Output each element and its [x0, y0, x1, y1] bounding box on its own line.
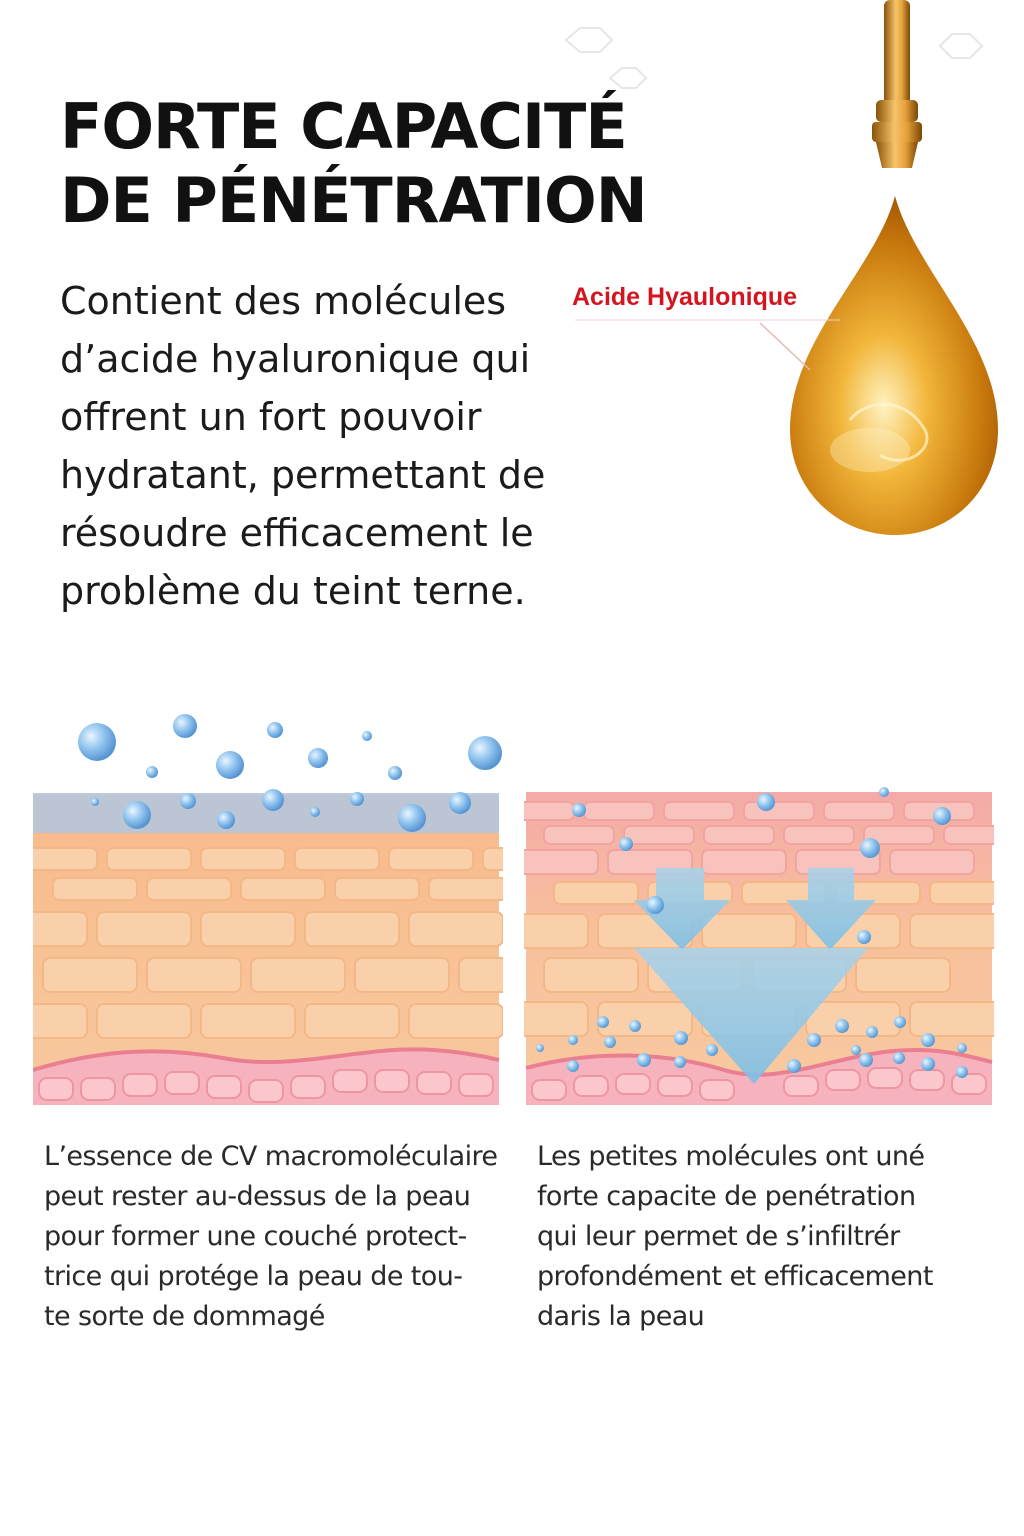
caption-line: L’essence de CV macromoléculaire — [44, 1141, 498, 1172]
intro-paragraph — [60, 272, 580, 620]
caption-line: pour former une couché protect- — [44, 1221, 467, 1252]
caption-line: qui leur permet de s’infiltrér — [537, 1221, 900, 1252]
caption-line: te sorte de dommagé — [44, 1301, 325, 1332]
caption-surface — [44, 1137, 514, 1337]
caption-line: Les petites molécules ont uné — [537, 1141, 925, 1172]
title-line-1: FORTE CAPACITÉ — [60, 90, 627, 163]
intro-line: hydratant, permettant de — [60, 453, 546, 497]
intro-line: offrent un fort pouvoir — [60, 395, 482, 439]
caption-line: daris la peau — [537, 1301, 705, 1332]
intro-line: d’acide hyaluronique qui — [60, 337, 531, 381]
caption-line: profondément et efficacement — [537, 1261, 933, 1292]
drop-label: Acide Hyaulonique — [572, 283, 798, 311]
intro-line: problème du teint terne. — [60, 569, 526, 613]
caption-penetration — [537, 1137, 1007, 1337]
serum-drop-icon — [790, 196, 998, 535]
caption-line: trice qui protége la peau de tou- — [44, 1261, 463, 1292]
dropper-icon — [872, 0, 922, 168]
title-line-2: DE PÉNÉTRATION — [60, 164, 647, 237]
hexagon-pattern-icon — [566, 28, 982, 88]
intro-line: résoudre efficacement le — [60, 511, 534, 555]
intro-line: Contient des molécules — [60, 279, 507, 323]
page-title — [60, 90, 700, 238]
skin-diagram-surface — [33, 700, 503, 1105]
caption-line: forte capacite de penétration — [537, 1181, 916, 1212]
caption-line: peut rester au-dessus de la peau — [44, 1181, 471, 1212]
skin-diagram-penetration — [524, 700, 994, 1105]
label-leader-line — [760, 323, 810, 370]
